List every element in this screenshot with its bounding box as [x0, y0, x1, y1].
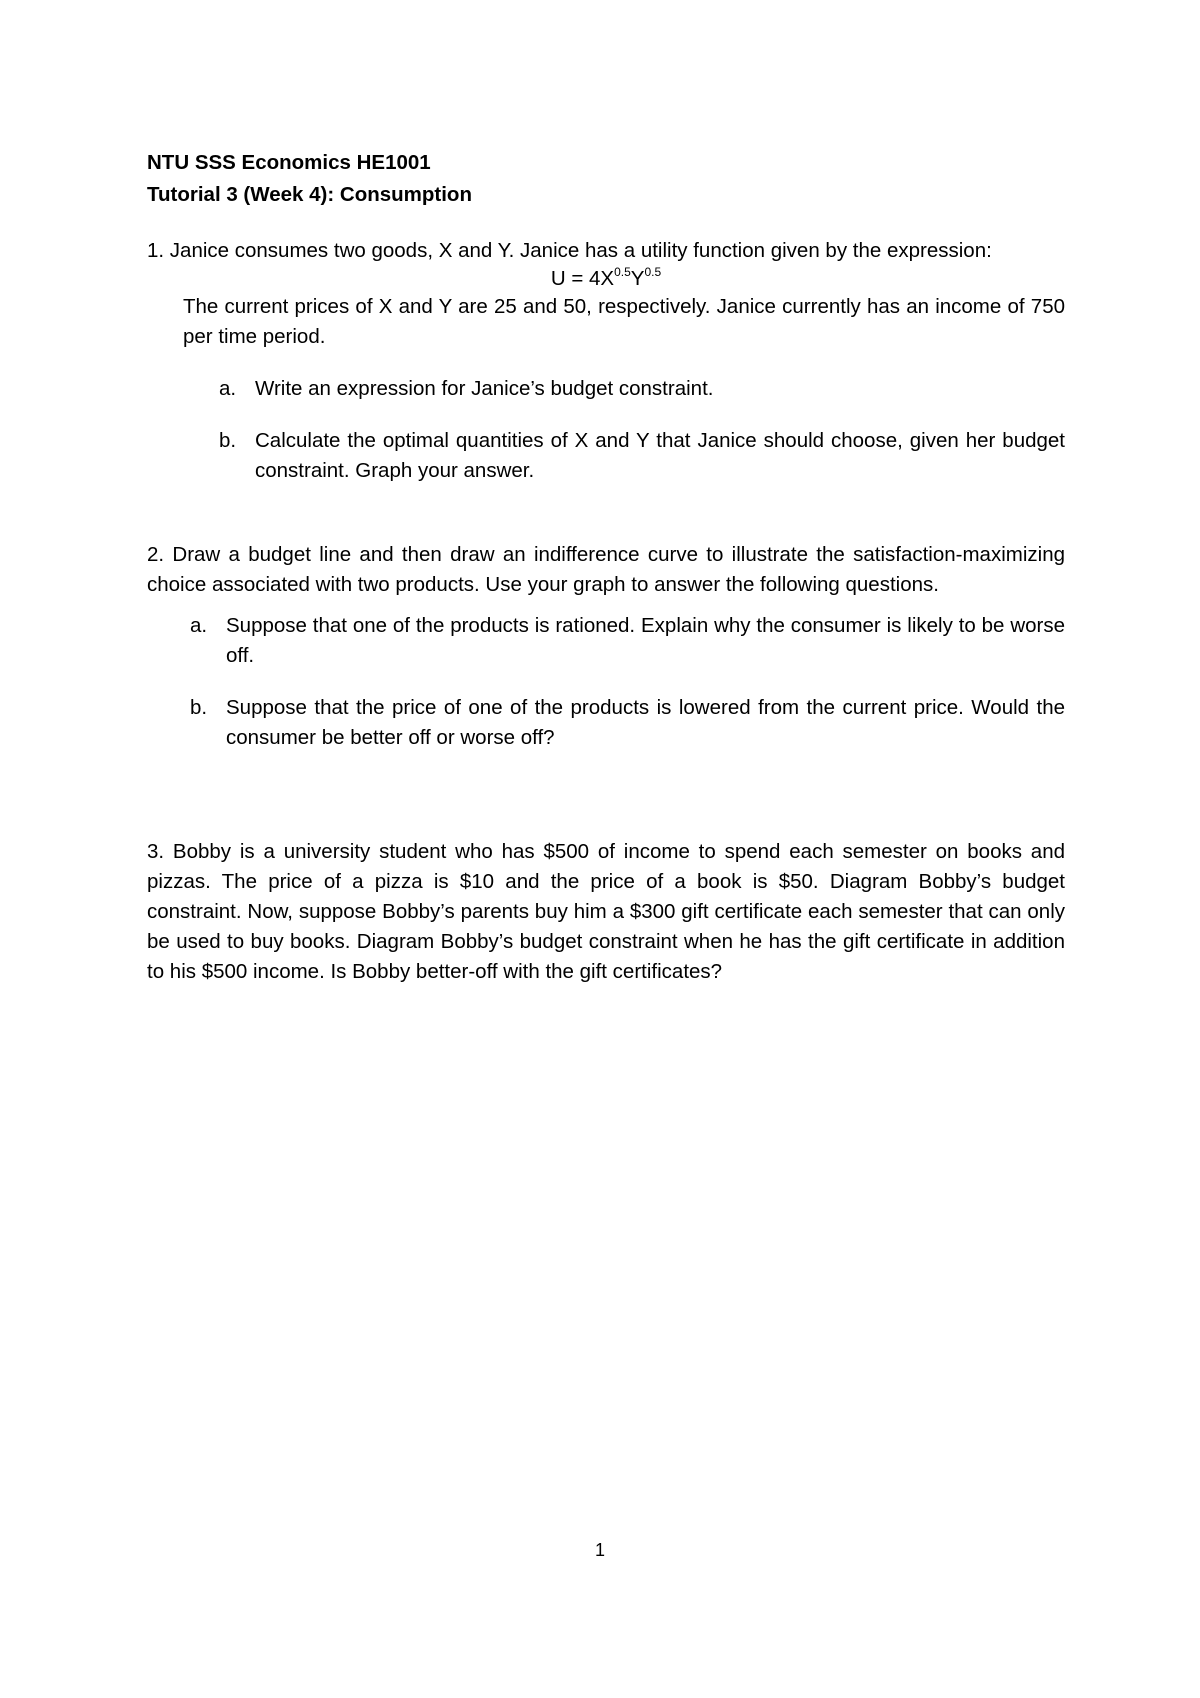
q2-part-b: [147, 693, 1065, 753]
q2-part-a-text: Suppose that one of the products is rationed. Explain why the consumer is likely to be worse off.: [226, 614, 1065, 667]
q1-part-b-text: Calculate the optimal quantities of X and Y that Janice should choose, given her budget constraint. Graph your answer.: [255, 429, 1065, 482]
formula-exponent-y: 0.5: [644, 265, 662, 279]
course-title: NTU SSS Economics HE1001: [147, 151, 431, 174]
q2-part-a-letter: a.: [190, 614, 208, 637]
q1-body: The current prices of X and Y are 25 and 50, respectively. Janice currently has an income of 750 per time period.: [183, 295, 1065, 348]
q1-part-b: [147, 426, 1065, 486]
q1-part-a-text: Write an expression for Janice’s budget constraint.: [255, 377, 714, 400]
formula-y: Y: [630, 267, 645, 290]
q3-text: 3. Bobby is a university student who has $500 of income to spend each semester on books and pizzas. The price of a pizza is $10 and the price of a book is $50. Diagram Bobby’s budget constraint. Now, suppose Bobby’s parents buy him a $300 gift certificate each semester that can only be used to buy books. Diagram Bobby’s budget constraint when he has the gift certificate in addition to his $500 income. Is Bobby better-off with the gift certificates?: [147, 840, 1065, 983]
q1-part-a: [147, 374, 1065, 404]
q2-part-a: [147, 611, 1065, 671]
q1-part-b-letter: b.: [219, 429, 237, 452]
page-content: [147, 147, 1065, 987]
page-number: 1: [594, 1540, 605, 1560]
q2-part-b-letter: b.: [190, 696, 208, 719]
formula-exponent-x: 0.5: [614, 265, 631, 279]
tutorial-title: Tutorial 3 (Week 4): Consumption: [147, 183, 472, 206]
formula-prefix: U = 4X: [550, 267, 615, 290]
q2-intro: 2. Draw a budget line and then draw an indifference curve to illustrate the satisfaction-maximizing choice associated with two products. Use your graph to answer the following questions.: [147, 543, 1065, 596]
q1-part-a-letter: a.: [219, 377, 237, 400]
q1-utility-formula: [147, 266, 1065, 292]
q1-intro: 1. Janice consumes two goods, X and Y. Janice has a utility function given by the expression:: [147, 239, 992, 262]
q2-part-b-text: Suppose that the price of one of the products is lowered from the current price. Would the consumer be better off or worse off?: [226, 696, 1065, 749]
